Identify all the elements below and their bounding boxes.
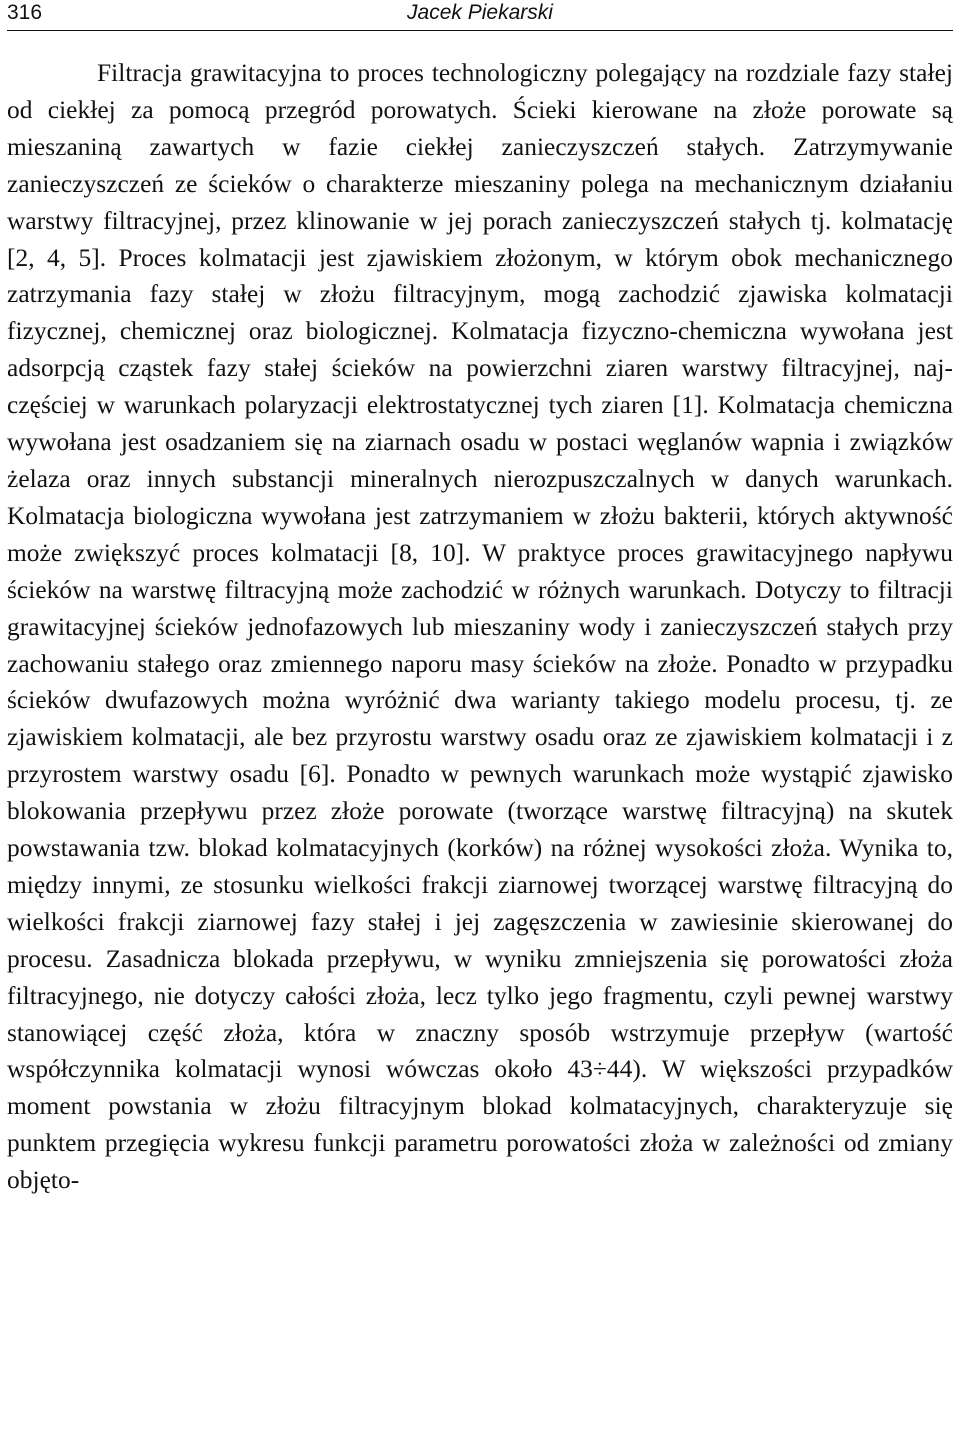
- running-header: [7, 0, 953, 31]
- page-number: 316: [7, 1, 43, 24]
- running-header-author: Jacek Piekarski: [407, 1, 553, 24]
- body-paragraph: Filtracja grawitacyjna to proces technologiczny polegający na rozdziale fazy stałej od ciekłej za pomocą przegród porowatych. Ścieki kierowane na złoże porowate są mieszaniną zawartych w fazie ciekłej zanieczyszczeń stałych. Zatrzymywanie zanieczyszczeń ze ścieków o charakterze mieszaniny polega na mechanicznym działaniu warstwy filtracyjnej, przez klinowanie w jej porach zanieczyszczeń stałych tj. kolmatację [2, 4, 5]. Proces kolmatacji jest zjawiskiem złożonym, w którym obok mechanicznego zatrzymania fazy stałej w złożu filtracyjnym, mogą zachodzić zjawiska kolmatacji fizycznej, chemicznej oraz biologicznej. Kolmatacja fizyczno-chemiczna wywołana jest adsorpcją cząstek fazy stałej ścieków na powierzchni ziaren warstwy filtracyjnej, najczęściej w warunkach polaryzacji elektrostatycznej tych ziaren [1]. Kolmatacja chemiczna wywołana jest osadzaniem się na ziarnach osadu w postaci węglanów wapnia i związków żelaza oraz innych substancji mineralnych nierozpuszczalnych w danych warunkach. Kolmatacja biologiczna wywołana jest zatrzymaniem w złożu bakterii, których aktywność może zwiększyć proces kolmatacji [8, 10]. W praktyce proces grawitacyjnego napływu ścieków na warstwę filtracyjną może zachodzić w różnych warunkach. Dotyczy to filtracji grawitacyjnej ścieków jednofazowych lub mieszaniny wody i zanieczyszczeń stałych przy zachowaniu stałego oraz zmiennego naporu masy ścieków na złoże. Ponadto w przypadku ścieków dwufazowych można wyróżnić dwa warianty takiego modelu procesu, tj. ze zjawiskiem kolmatacji, ale bez przyrostu warstwy osadu oraz ze zjawiskiem kolmatacji i z przyrostem warstwy osadu [6]. Ponadto w pewnych warunkach może wystąpić zjawisko blokowania przepływu przez złoże porowate (tworzące warstwę filtracyjną) na skutek powstawania tzw. blokad kolmatacyjnych (korków) na różnej wysokości złoża. Wynika to, między innymi, ze stosunku wielkości frakcji ziarnowej tworzącej warstwę filtracyjną do wielkości frakcji ziarnowej fazy stałej i jej zagęszczenia w zawiesinie skierowanej do procesu. Zasadnicza blokada przepływu, w wyniku zmniejszenia się porowatości złoża filtracyjnego, nie dotyczy całości złoża, lecz tylko jego fragmentu, czyli pewnej warstwy stanowiącej część złoża, która w znaczny sposób wstrzymuje przepływ (wartość współczynnika kolmatacji wynosi wówczas około 43÷44). W większości przypadków moment powstania w złożu filtracyjnym blokad kolmatacyjnych, charakteryzuje się punktem przegięcia wykresu funkcji parametru porowatości złoża w zależności od zmiany objęto-: [7, 59, 953, 1195]
